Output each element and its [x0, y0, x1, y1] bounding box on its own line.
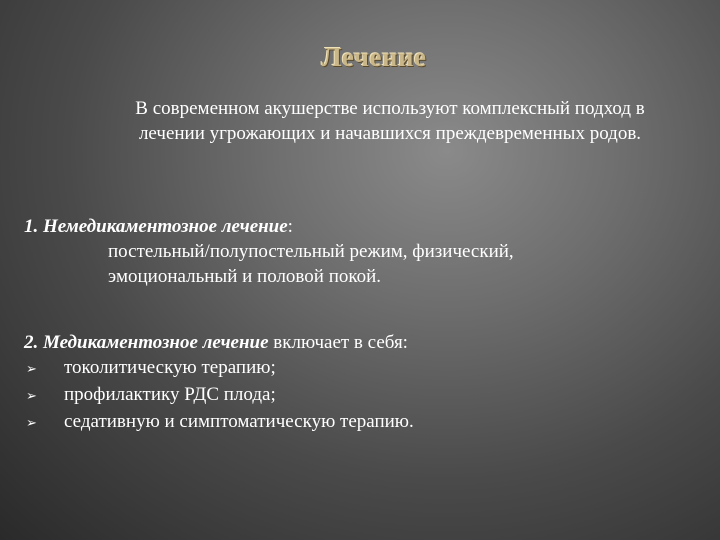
heading-colon: :: [287, 216, 293, 237]
arrowhead-bullet-icon: ➢: [26, 362, 37, 377]
section-heading: [24, 214, 694, 239]
list-item: [24, 355, 694, 382]
arrowhead-bullet-icon: ➢: [26, 416, 37, 431]
slide-title: Лечение: [321, 42, 427, 72]
arrowhead-bullet-icon: ➢: [26, 389, 37, 404]
list-item: [24, 382, 694, 409]
list-item: [24, 409, 694, 436]
section-title: Немедикаментозное лечение: [43, 216, 288, 237]
section-non-drug-treatment: [24, 214, 694, 289]
section-title: Медикаментозное лечение: [43, 332, 269, 353]
list-item-text: токолитическую терапию;: [64, 357, 276, 378]
section-drug-treatment: [24, 330, 694, 436]
section-heading: [24, 330, 694, 355]
section-body-line: постельный/полупостельный режим, физический,: [108, 241, 514, 262]
intro-paragraph: В современном акушерстве используют комплексный подход в лечении угрожающих и начавшихся преждевременных родов.: [135, 98, 645, 144]
section-body-line: эмоциональный и половой покой.: [108, 266, 382, 287]
list-item-text: седативную и симптоматическую терапию.: [64, 411, 414, 432]
heading-tail: включает в себя:: [268, 332, 408, 353]
section-number: 1.: [24, 216, 39, 237]
section-number: 2.: [24, 332, 39, 353]
list-item-text: профилактику РДС плода;: [64, 384, 276, 405]
